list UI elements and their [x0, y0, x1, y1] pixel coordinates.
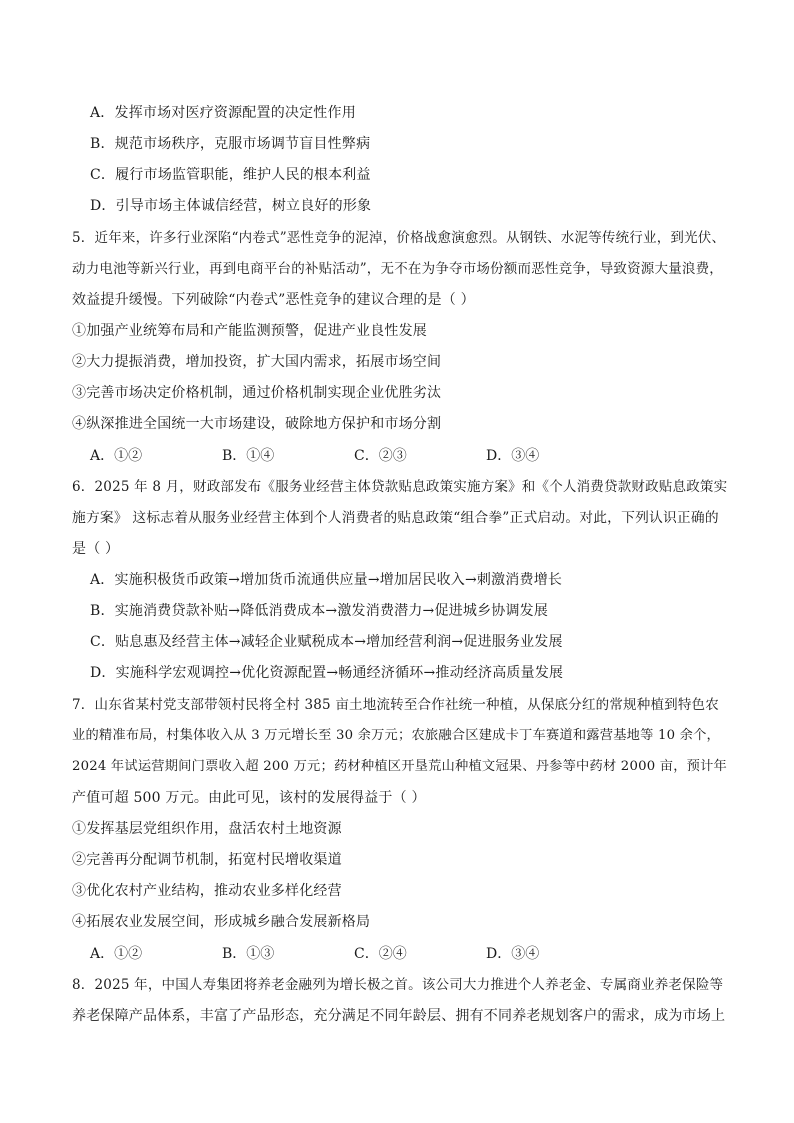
q5-item-1: ①加强产业统筹布局和产能监测预警，促进产业良性发展: [72, 323, 427, 339]
q6-option-c: C．贴息惠及经营主体→减轻企业赋税成本→增加经营利润→促进服务业发展: [90, 634, 563, 650]
q5-choice-b: B．①④: [222, 448, 275, 464]
q4-option-d: D．引导市场主体诚信经营，树立良好的形象: [90, 198, 372, 214]
q5-item-3: ③完善市场决定价格机制，通过价格机制实现企业优胜劣汰: [72, 385, 442, 401]
q6-option-a: A．实施积极货币政策→增加货币流通供应量→增加居民收入→刺激消费增长: [90, 572, 563, 588]
q5-stem-line: 效益提升缓慢。下列破除“内卷式”恶性竞争的建议合理的是（ ）: [72, 292, 475, 308]
q7-choice-a: A．①②: [90, 946, 143, 962]
q5-item-4: ④纵深推进全国统一大市场建设，破除地方保护和市场分割: [72, 416, 442, 432]
q7-choice-b: B．①③: [222, 946, 275, 962]
q7-stem-line: 7．山东省某村党支部带领村民将全村 385 亩土地流转至合作社统一种植，从保底分红的常规种植到特色农: [72, 697, 719, 713]
q5-stem-line: 5．近年来，许多行业深陷“内卷式”恶性竞争的泥淖，价格战愈演愈烈。从钢铁、水泥等传统行业，到光伏、: [72, 230, 726, 246]
q7-item-3: ③优化农村产业结构，推动农业多样化经营: [72, 883, 342, 899]
q7-item-2: ②完善再分配调节机制，拓宽村民增收渠道: [72, 852, 342, 868]
q6-stem-line: 是（ ）: [72, 541, 120, 557]
q5-item-2: ②大力提振消费，增加投资，扩大国内需求，拓展市场空间: [72, 354, 442, 370]
q5-choice-c: C．②③: [354, 448, 407, 464]
q6-option-b: B．实施消费贷款补贴→降低消费成本→激发消费潜力→促进城乡协调发展: [90, 603, 549, 619]
q5-stem-line: 动力电池等新兴行业，再到电商平台的补贴活动”，无不在为争夺市场份额而恶性竞争，导致资源大量浪费，: [72, 261, 723, 277]
q7-stem-line: 业的精准布局，村集体收入从 3 万元增长至 30 余万元；农旅融合区建成卡丁车赛道和露营基地等 10 余个，: [72, 728, 720, 743]
q5-choice-a: A．①②: [90, 448, 143, 464]
q4-option-c: C．履行市场监管职能，维护人民的根本利益: [90, 167, 371, 183]
q7-item-1: ①发挥基层党组织作用，盘活农村土地资源: [72, 821, 342, 837]
q5-choice-d: D．③④: [486, 448, 540, 464]
q6-stem-line: 6．2025 年 8 月，财政部发布《服务业经营主体贷款贴息政策实施方案》和《个人消费贷款财政贴息政策实: [72, 479, 728, 495]
q4-option-a: A．发挥市场对医疗资源配置的决定性作用: [90, 105, 356, 121]
q7-choice-c: C．②④: [354, 946, 407, 962]
q7-choice-d: D．③④: [486, 946, 540, 962]
q6-option-d: D．实施科学宏观调控→优化资源配置→畅通经济循环→推动经济高质量发展: [90, 665, 564, 681]
q8-stem-line: 8．2025 年，中国人寿集团将养老金融列为增长极之首。该公司大力推进个人养老金、专属商业养老保险等: [72, 977, 724, 993]
q6-stem-line: 施方案》 这标志着从服务业经营主体到个人消费者的贴息政策“组合拳”正式启动。对此，下列认识正确的: [72, 510, 719, 526]
q7-item-4: ④拓展农业发展空间，形成城乡融合发展新格局: [72, 914, 371, 930]
q4-option-b: B．规范市场秩序，克服市场调节盲目性弊病: [90, 136, 371, 152]
q7-stem-line: 产值可超 500 万元。由此可见，该村的发展得益于（ ）: [72, 790, 426, 806]
q8-stem-line: 养老保障产品体系，丰富了产品形态，充分满足不同年龄层、拥有不同养老规划客户的需求，成为市场上: [72, 1008, 726, 1024]
q7-stem-line: 2024 年试运营期间门票收入超 200 万元；药材种植区开垦荒山种植文冠果、丹参等中药材 2000 亩，预计年: [72, 759, 727, 774]
